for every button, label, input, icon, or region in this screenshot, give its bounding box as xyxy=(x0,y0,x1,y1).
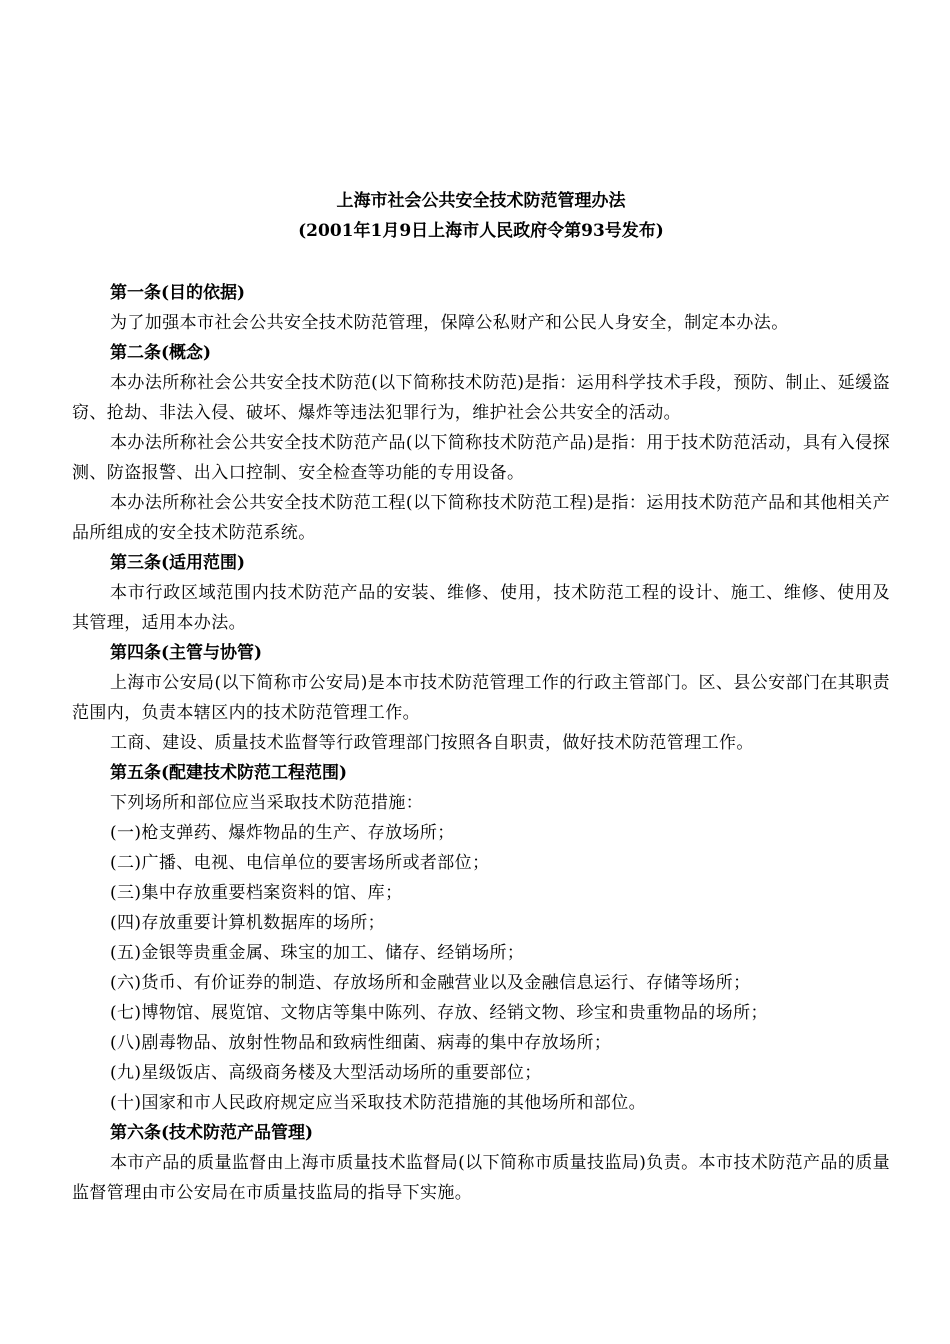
article-heading: 第一条(目的依据) xyxy=(110,283,246,303)
document-title: 上海市社会公共安全技术防范管理办法 xyxy=(336,191,626,211)
article-heading: 第二条(概念) xyxy=(110,343,212,363)
list-item: (九)星级饭店、高级商务楼及大型活动场所的重要部位； xyxy=(110,1063,542,1083)
list-item: (二)广播、电视、电信单位的要害场所或者部位； xyxy=(110,853,490,873)
article-heading: 第三条(适用范围) xyxy=(110,553,246,573)
article-paragraph: 为了加强本市社会公共安全技术防范管理，保障公私财产和公民人身安全，制定本办法。 xyxy=(110,313,789,333)
article-paragraph: 本办法所称社会公共安全技术防范产品(以下简称技术防范产品)是指：用于技术防范活动，具有入侵探测、防盗报警、出入口控制、安全检查等功能的专用设备。 xyxy=(72,433,890,483)
article-paragraph: 本办法所称社会公共安全技术防范工程(以下简称技术防范工程)是指：运用技术防范产品和其他相关产品所组成的安全技术防范系统。 xyxy=(72,493,890,543)
list-item: (十)国家和市人民政府规定应当采取技术防范措施的其他场所和部位。 xyxy=(110,1093,647,1113)
list-item: (三)集中存放重要档案资料的馆、库； xyxy=(110,883,403,903)
document-subtitle: (2001年1月9日上海市人民政府令第93号发布) xyxy=(298,221,664,241)
article-paragraph: 本市行政区域范围内技术防范产品的安装、维修、使用，技术防范工程的设计、施工、维修、使用及其管理，适用本办法。 xyxy=(72,583,890,633)
article-paragraph: 工商、建设、质量技术监督等行政管理部门按照各自职责，做好技术防范管理工作。 xyxy=(110,733,754,753)
list-item: (五)金银等贵重金属、珠宝的加工、储存、经销场所； xyxy=(110,943,525,963)
article-heading: 第六条(技术防范产品管理) xyxy=(110,1123,314,1143)
article-intro: 下列场所和部位应当采取技术防范措施： xyxy=(110,793,424,813)
article-heading: 第五条(配建技术防范工程范围) xyxy=(110,763,348,783)
list-item: (六)货币、有价证券的制造、存放场所和金融营业以及金融信息运行、存储等场所； xyxy=(110,973,751,993)
document-page xyxy=(72,186,890,1208)
article-heading: 第四条(主管与协管) xyxy=(110,643,263,663)
article-paragraph: 本市产品的质量监督由上海市质量技术监督局(以下简称市质量技监局)负责。本市技术防范产品的质量监督管理由市公安局在市质量技监局的指导下实施。 xyxy=(72,1153,890,1203)
article-paragraph: 上海市公安局(以下简称市公安局)是本市技术防范管理工作的行政主管部门。区、县公安部门在其职责范围内，负责本辖区内的技术防范管理工作。 xyxy=(72,673,890,723)
article-paragraph: 本办法所称社会公共安全技术防范(以下简称技术防范)是指：运用科学技术手段，预防、制止、延缓盗窃、抢劫、非法入侵、破坏、爆炸等违法犯罪行为，维护社会公共安全的活动。 xyxy=(72,373,890,423)
list-item: (七)博物馆、展览馆、文物店等集中陈列、存放、经销文物、珍宝和贵重物品的场所； xyxy=(110,1003,768,1023)
list-item: (一)枪支弹药、爆炸物品的生产、存放场所； xyxy=(110,823,455,843)
list-item: (八)剧毒物品、放射性物品和致病性细菌、病毒的集中存放场所； xyxy=(110,1033,612,1053)
list-item: (四)存放重要计算机数据库的场所； xyxy=(110,913,386,933)
